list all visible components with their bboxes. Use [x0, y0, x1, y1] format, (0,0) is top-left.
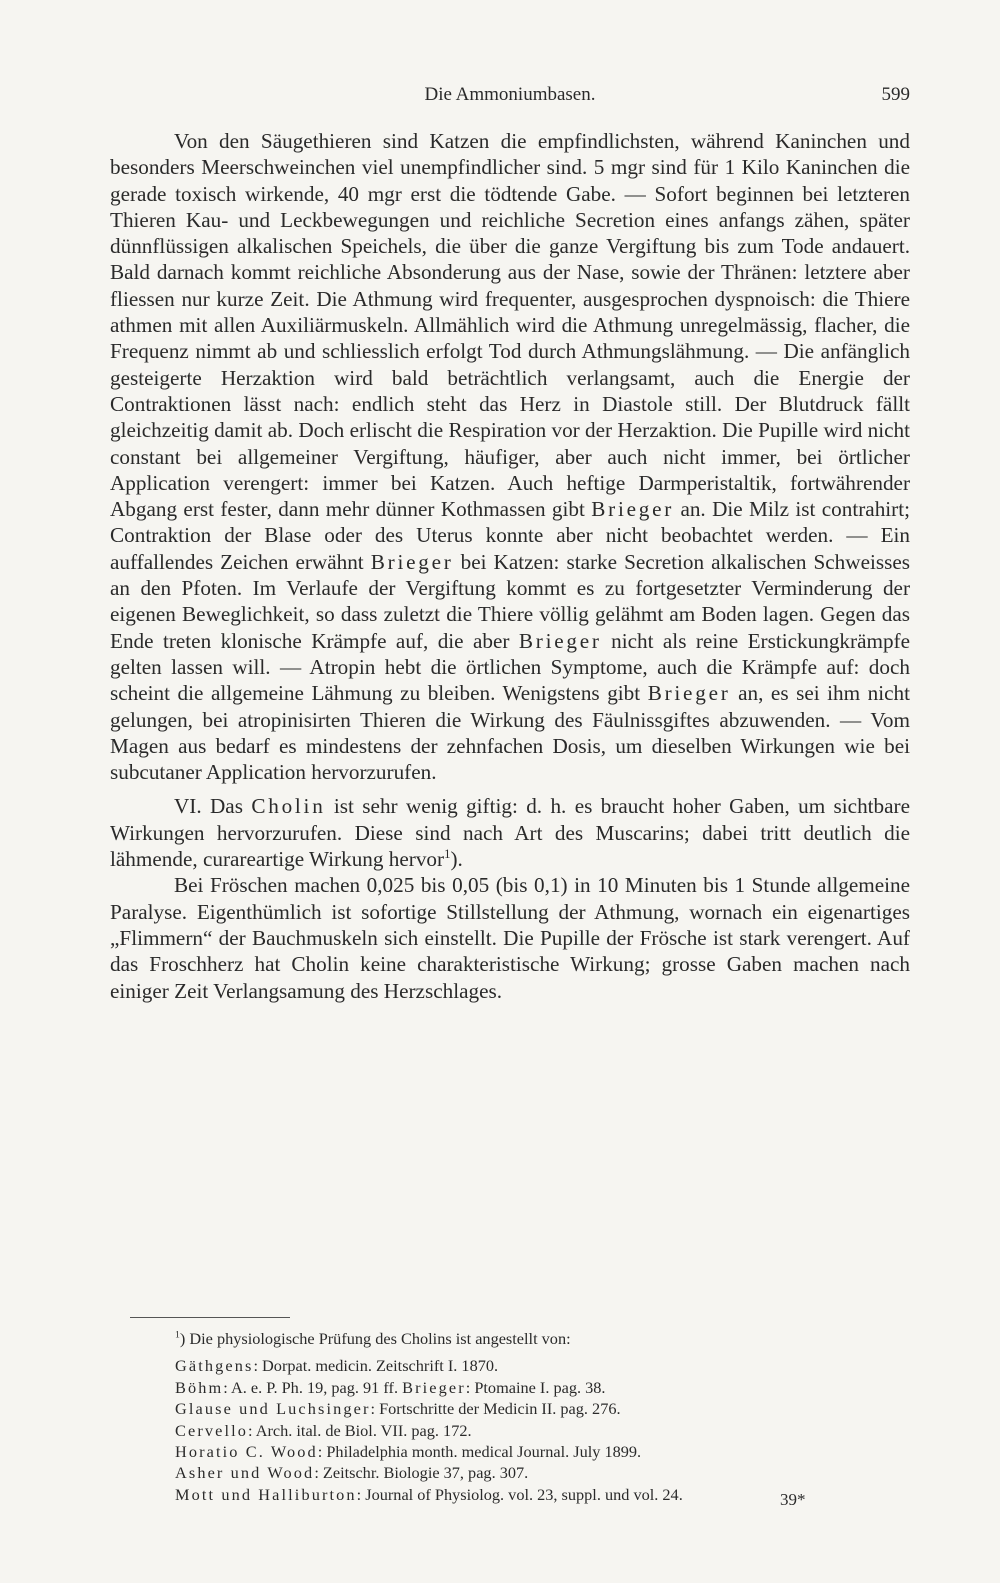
reference-author: Mott und Halliburton: [175, 1484, 357, 1504]
footnote-intro: [175, 1328, 910, 1349]
paragraph-2-text-1: ist sehr wenig giftig: d. h. es braucht hoher Gaben, um sichtbare Wirkungen hervorzurufen. Diese sind nach Art des Muscarins; dabei tritt deutlich die lähmende, curareartige Wirkung hervor: [110, 794, 911, 872]
reference-author: Asher und Wood: [175, 1463, 315, 1483]
paragraph-2: VI. Das Cholin ist sehr wenig giftig: d. h. es braucht hoher Gaben, um sichtbare Wirkungen hervorzurufen. Diese sind nach Art des Muscarins; dabei tritt deutlich die lähmende, curareartige Wirkung hervor$^1$).: [110, 794, 911, 872]
reference-source: : Zeitschr. Biologie 37, pag. 307.: [314, 1463, 529, 1483]
reference-author: Cervello: [175, 1420, 249, 1440]
footnote-reference: [175, 1420, 910, 1441]
reference-source: : Dorpat. medicin. Zeitschrift I. 1870.: [253, 1356, 499, 1376]
body-text: [110, 128, 910, 1004]
footnotes: [175, 1328, 910, 1505]
author-brieger-1: Brieger: [591, 497, 675, 522]
reference-source: : Arch. ital. de Biol. VII. pag. 172.: [248, 1420, 472, 1440]
reference-author: Böhm: [175, 1377, 224, 1397]
reference-author: Horatio C. Wood: [175, 1442, 318, 1462]
paragraph-1-text-3: bei Katzen: starke Secretion alkalischen Schweisses an den Pfoten. Im Verlaufe der Vergiftung kommt es zu fortgesetzter Verminderung der eigenen Beweglichkeit, so dass zuletzt die Thiere völlig gelähmt am Boden lagen. Gegen das Ende treten klonische Krämpfe auf, die aber: [110, 549, 911, 653]
reference-source: : Fortschritte der Medicin II. pag. 276.: [370, 1399, 621, 1419]
paragraph-1: [110, 128, 910, 785]
footnote-reference-list: [175, 1355, 910, 1505]
paragraph-1-text-4: nicht als reine Erstickungkrämpfe gelten lassen will. — Atropin hebt die örtlichen Symptome, auch die Krämpfe auf: doch scheint die allgemeine Lähmung zu bleiben. Wenigstens gibt: [110, 628, 911, 706]
reference-author: Brieger: [402, 1377, 466, 1397]
paragraph-1-text-5: an, es sei ihm nicht gelungen, bei atropinisirten Thieren die Wirkung des Fäulnissgiftes abzuwenden. — Vom Magen aus bedarf es mindestens der zehnfachen Dosis, um dieselben Wirkungen wie bei subcutaner Application hervorzurufen.: [110, 681, 911, 785]
page-number: 599: [881, 84, 910, 105]
footnote-reference: [175, 1441, 910, 1462]
reference-source: : Ptomaine I. pag. 38.: [465, 1377, 606, 1397]
footnote-reference: [175, 1462, 910, 1483]
signature-mark: 39*: [780, 1490, 806, 1509]
paragraph-3: Bei Fröschen machen 0,025 bis 0,05 (bis 0,1) in 10 Minuten bis 1 Stunde allgemeine Paralyse. Eigenthümlich ist sofortige Stillstellung der Athmung, wornach ein eigenartiges „Flimmern“ der Bauchmuskeln sich einstellt. Die Pupille der Frösche ist stark verengert. Auf das Froschherz hat Cholin keine charakteristische Wirkung; grosse Gaben machen nach einiger Zeit Verlangsamung des Herzschlages.: [110, 873, 910, 1003]
term-cholin: Cholin: [251, 794, 326, 819]
running-header: [110, 84, 910, 110]
author-brieger-4: Brieger: [647, 681, 731, 706]
paragraph-2-text-2: .: [457, 847, 463, 872]
footnote-rule: [130, 1317, 290, 1318]
reference-source: : Journal of Physiolog. vol. 23, suppl. und vol. 24.: [356, 1484, 683, 1504]
reference-author: Gäthgens: [175, 1356, 254, 1376]
reference-source: : A. e. P. Ph. 19, pag. 91 ff.: [223, 1377, 399, 1397]
running-title: Die Ammoniumbasen.: [424, 84, 596, 105]
paragraph-1-text-2: an. Die Milz ist contrahirt; Contraktion der Blase oder des Uterus konnte aber nicht beobachtet werden. — Ein auffallendes Zeichen erwähnt: [110, 497, 911, 574]
paragraph-1-text-1: Von den Säugethieren sind Katzen die empfindlichsten, während Kaninchen und besonders Meerschweinchen viel unempfindlicher sind. 5 mgr sind für 1 Kilo Kaninchen die gerade toxisch wirkende, 40 mgr erst die tödtende Gabe. — Sofort beginnen bei letzteren Thieren Kau- und Leckbewegungen und reichliche Secretion eines anfangs zähen, später dünnflüssigen alkalischen Speichels, die über die ganze Vergiftung bis zum Tode andauert. Bald darnach kommt reichliche Absonderung aus der Nase, sowie der Thränen: letztere aber fliessen nur kurze Zeit. Die Athmung wird frequenter, ausgesprochen dyspnoisch: die Thiere athmen mit allen Auxiliärmuskeln. Allmählich wird die Athmung unregelmässig, flacher, die Frequenz nimmt ab und schliesslich erfolgt Tod durch Athmungslähmung. — Die anfänglich gesteigerte Herzaktion wird bald beträchtlich verlangsamt, auch die Energie der Contraktionen lässt nach: endlich steht das Herz in Diastole still. Der Blutdruck fällt gleichzeitig damit ab. Doch erlischt die Respiration vor der Herzaktion. Die Pupille wird nicht constant bei allgemeiner Vergiftung, häufiger, aber auch nicht immer, bei örtlicher Application verengert: immer bei Katzen. Auch heftige Darmperistaltik, fortwährender Abgang erst fester, dann mehr dünner Kothmassen gibt: [110, 129, 910, 522]
section-lead: VI. Das: [174, 794, 243, 819]
reference-author: Glause und Luchsinger: [175, 1399, 371, 1419]
footnote-ref[interactable]: 1: [444, 846, 451, 861]
author-brieger-2: Brieger: [370, 549, 454, 574]
author-brieger-3: Brieger: [518, 628, 602, 653]
footnote-reference: [175, 1398, 910, 1419]
footnote-marker: 1: [175, 1329, 180, 1341]
footnote-intro-text: ) Die physiologische Prüfung des Cholins ist angestellt von:: [179, 1329, 571, 1348]
reference-source: : Philadelphia month. medical Journal. July 1899.: [317, 1442, 642, 1462]
footnote-reference: [175, 1355, 910, 1376]
footnote-reference: [175, 1377, 910, 1398]
